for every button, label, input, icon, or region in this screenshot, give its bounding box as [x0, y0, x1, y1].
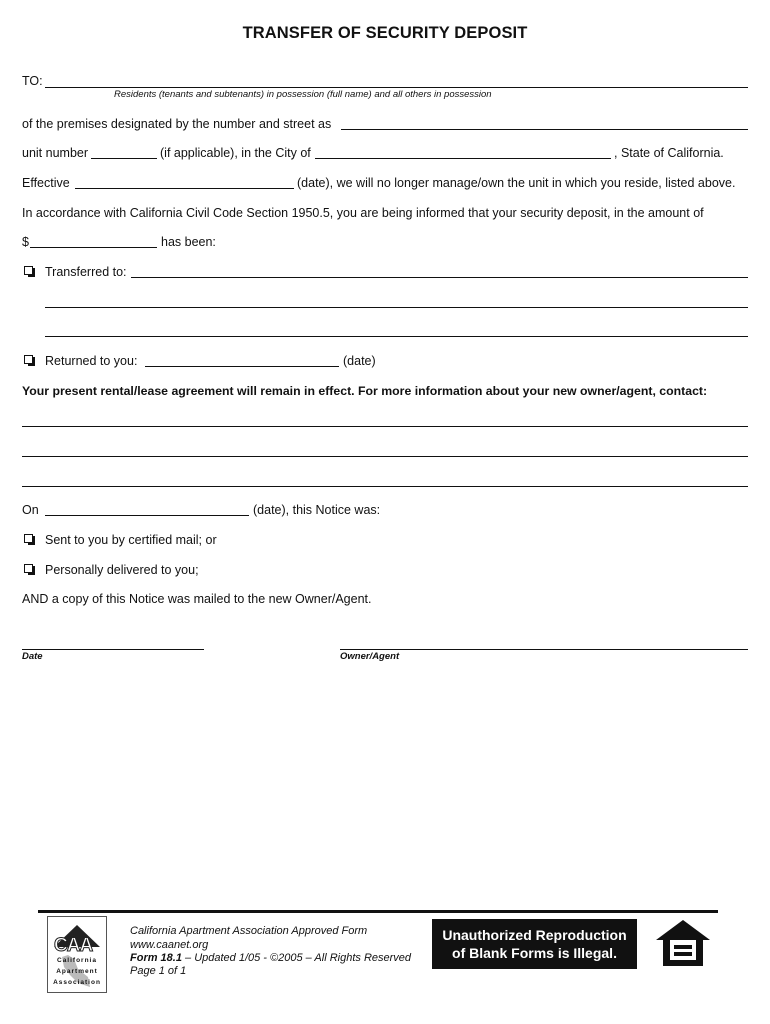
- page-title: TRANSFER OF SECURITY DEPOSIT: [242, 24, 528, 42]
- transferred-field-line-1[interactable]: [131, 277, 748, 278]
- owner-signature-line[interactable]: [340, 649, 748, 650]
- effective-label: Effective: [22, 176, 70, 190]
- warning-line-1: Unauthorized Reproduction: [442, 927, 627, 943]
- on-label: On: [22, 503, 39, 517]
- footer-rule: [38, 910, 718, 913]
- premises-text: of the premises designated by the number and street as: [22, 117, 332, 131]
- agreement-text: Your present rental/lease agreement will remain in effect. For more information about your new owner/agent, contact:: [22, 384, 708, 398]
- amount-field-line[interactable]: [30, 247, 157, 248]
- if-applicable-text: (if applicable), in the City of: [160, 146, 311, 160]
- effective-date-line[interactable]: [75, 188, 294, 189]
- logo-line-1: California: [57, 957, 97, 964]
- equal-housing-icon: [654, 918, 712, 968]
- delivered-checkbox[interactable]: [24, 564, 33, 573]
- state-text: , State of California.: [614, 146, 724, 160]
- to-sublabel: Residents (tenants and subtenants) in possession (full name) and all others in possession: [114, 89, 492, 100]
- returned-checkbox[interactable]: [24, 355, 33, 364]
- contact-field-line-3[interactable]: [22, 486, 748, 487]
- unit-label: unit number: [22, 146, 89, 160]
- notice-date-line[interactable]: [45, 515, 249, 516]
- contact-field-line-2[interactable]: [22, 456, 748, 457]
- delivered-label: Personally delivered to you;: [45, 563, 199, 577]
- warning-line-2: of Blank Forms is Illegal.: [452, 945, 617, 961]
- returned-date-text: (date): [343, 354, 376, 368]
- logo-initials: CAA: [54, 935, 93, 956]
- owner-signature-label: Owner/Agent: [340, 651, 400, 662]
- sent-checkbox[interactable]: [24, 534, 33, 543]
- effective-rest-text: (date), we will no longer manage/own the unit in which you reside, listed above.: [297, 176, 736, 190]
- on-rest-text: (date), this Notice was:: [253, 503, 381, 517]
- footer-website[interactable]: www.caanet.org: [130, 939, 209, 951]
- returned-label: Returned to you:: [45, 354, 138, 368]
- copy-text: AND a copy of this Notice was mailed to the new Owner/Agent.: [22, 592, 372, 606]
- to-label: TO:: [22, 74, 43, 88]
- footer-form-rest: – Updated 1/05 - ©2005 – All Rights Reserved: [181, 952, 412, 964]
- logo-line-3: Association: [53, 979, 101, 986]
- returned-date-line[interactable]: [145, 366, 339, 367]
- logo-line-2: Apartment: [56, 968, 98, 975]
- footer-form-line: [130, 951, 411, 965]
- dollar-sign: $: [22, 235, 29, 249]
- transferred-field-line-3[interactable]: [45, 336, 748, 337]
- city-field-line[interactable]: [315, 158, 611, 159]
- to-field-line[interactable]: [45, 87, 748, 88]
- premises-field-line[interactable]: [341, 129, 748, 130]
- has-been-text: has been:: [161, 235, 216, 249]
- contact-field-line-1[interactable]: [22, 426, 748, 427]
- sent-label: Sent to you by certified mail; or: [45, 533, 217, 547]
- date-signature-label: Date: [22, 651, 43, 662]
- transferred-field-line-2[interactable]: [45, 307, 748, 308]
- footer-page: Page 1 of 1: [130, 965, 187, 977]
- unit-field-line[interactable]: [91, 158, 157, 159]
- footer-form-number: Form 18.1: [130, 952, 182, 964]
- civil-code-text: In accordance with California Civil Code Section 1950.5, you are being informed that your security deposit, in the amount of: [22, 206, 704, 220]
- footer-approved: California Apartment Association Approved Form: [130, 925, 368, 937]
- date-signature-line[interactable]: [22, 649, 204, 650]
- caa-logo-icon: [47, 916, 107, 993]
- transferred-label: Transferred to:: [45, 265, 127, 279]
- transferred-checkbox[interactable]: [24, 266, 33, 275]
- warning-box: [432, 919, 637, 969]
